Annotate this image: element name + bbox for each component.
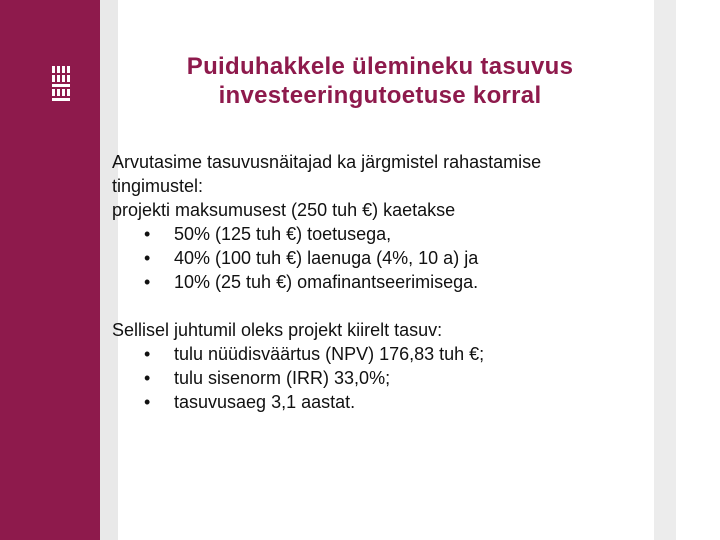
list-item: [112, 390, 642, 414]
list-item: [112, 366, 642, 390]
list-item: [112, 270, 642, 294]
list-item-text: tasuvusaeg 3,1 aastat.: [174, 392, 356, 412]
section1-intro-line-3: projekti maksumusest (250 tuh €) kaetakse: [112, 200, 456, 220]
list-item: [112, 246, 642, 270]
grid-logo-icon: [52, 66, 74, 102]
list-item-text: 40% (100 tuh €) laenuga (4%, 10 a) ja: [174, 248, 479, 268]
section2-intro: Sellisel juhtumil oleks projekt kiirelt tasuv:: [112, 320, 443, 340]
section1-bullet-list: [112, 222, 642, 294]
bullet-icon: •: [144, 344, 151, 364]
list-item: [112, 222, 642, 246]
bullet-icon: •: [144, 368, 151, 388]
paragraph-spacer: [112, 294, 642, 318]
title-line-1: Puiduhakkele ülemineku tasuvus: [186, 53, 574, 80]
bullet-icon: •: [144, 248, 151, 268]
section1-intro-line-1: Arvutasime tasuvusnäitajad ka järgmistel rahastamise: [112, 152, 542, 172]
section2-bullet-list: [112, 342, 642, 414]
left-accent-bar: [0, 0, 100, 540]
section1-intro-line-2: tingimustel:: [112, 176, 204, 196]
title-line-2: investeeringutoetuse korral: [218, 82, 542, 109]
right-gray-stripe: [654, 0, 676, 540]
list-item-text: tulu nüüdisväärtus (NPV) 176,83 tuh €;: [174, 344, 485, 364]
slide-title: [130, 52, 630, 110]
list-item-text: tulu sisenorm (IRR) 33,0%;: [174, 368, 391, 388]
slide-body: [112, 150, 642, 414]
list-item-text: 50% (125 tuh €) toetusega,: [174, 224, 392, 244]
bullet-icon: •: [144, 224, 151, 244]
bullet-icon: •: [144, 392, 151, 412]
list-item: [112, 342, 642, 366]
list-item-text: 10% (25 tuh €) omafinantseerimisega.: [174, 272, 479, 292]
bullet-icon: •: [144, 272, 151, 292]
